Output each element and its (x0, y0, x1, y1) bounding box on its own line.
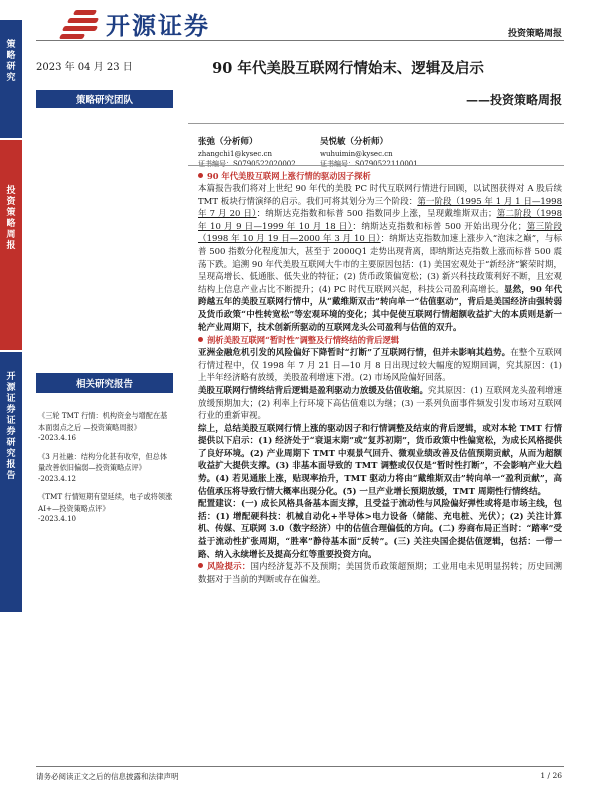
related-reports-heading: 相关研究报告 (36, 373, 173, 393)
sidebar-char: 策 (6, 208, 16, 218)
related-report-title: 《TMT 行情短期有望延续，电子或将领涨 AI+—投资策略点评》 (38, 492, 173, 513)
sidebar-char: 研 (6, 62, 16, 72)
related-report-item[interactable] (38, 410, 173, 445)
sidebar-char: 开 (6, 372, 16, 382)
text: 国内经济复苏不及预期；美国货币政策超预期；工业用电未见明显拐转；历史回溯数据对于当前的判断或存在偏差。 (198, 562, 562, 585)
company-logo (60, 6, 210, 40)
bold-text: 亚洲金融危机引发的风险偏好下降暂时“打断”了互联网行情，但并未影响其趋势。 (198, 348, 511, 359)
risk-paragraph (198, 561, 562, 586)
bold-text: 显然，90 年代跨越五年的美股互联网行情中，从“戴维斯双击”转向单一“估值驱动”，背后是美国经济由强转弱及货币政策“中性转宽松”等宏观环境的变化；其中促使互联网行情超额收益扩大的本质则是新一轮产业周期下，技术创新所驱动的互联网龙头公司盈利与估值的双升。 (198, 284, 562, 333)
sidebar-char: 周 (6, 230, 16, 240)
sidebar-char: 证 (6, 416, 16, 426)
sidebar-securities-report (0, 352, 22, 612)
sidebar-char: 券 (6, 405, 16, 415)
analyst-cert: 证书编号：S0790522110001 (320, 160, 418, 168)
sidebar-char: 策 (6, 40, 16, 50)
footer-disclaimer: 请务必阅读正文之后的信息披露和法律声明 (36, 772, 179, 781)
paragraph (198, 385, 562, 423)
bullet-icon (198, 173, 203, 178)
report-title: 90 年代美股互联网行情始末、逻辑及启示 (212, 60, 484, 77)
sidebar-weekly-report (0, 140, 22, 350)
analyst-name: 吴悦敏（分析师） (320, 137, 389, 147)
logo-stripes-icon (60, 8, 100, 38)
team-badge: 策略研究团队 (36, 90, 173, 108)
sidebar-char: 报 (6, 460, 16, 470)
sidebar-char: 略 (6, 219, 16, 229)
related-report-date: -2023.4.16 (38, 434, 76, 442)
paragraph: 配置建议：(一) 成长风格具备基本面支撑，且受益于流动性与风险偏好弹性或将是市场主线，包括：(1) 增配硬科技：机械自动化+半导体>电力设备（储能、充电桩、光伏）；(2) 关注计算机、传媒、互联网 3.0（数字经济）中的估值合理偏低的方向。(二) 券商布局正当时：“踏率”受益于流动性扩张周期，“胜率”静待基本面“反转”。(三) 关注央国企提估值逻辑，包括：一带一路、纳入永续增长及提高分红等重要投资方向。 (198, 499, 562, 560)
related-report-item[interactable] (38, 491, 173, 526)
sidebar-char: 资 (6, 197, 16, 207)
analyst-divider (188, 165, 564, 166)
sidebar-char: 券 (6, 427, 16, 437)
analyst-email[interactable]: wuhuimin@kysec.cn (320, 150, 393, 158)
stage-two: 第二阶段（1998 年 10 月 9 日—1999 年 10 月 18 日） (198, 209, 562, 232)
section-heading (198, 334, 562, 347)
header-divider (36, 40, 564, 41)
bold-text: 美股互联网行情终结背后逻辑是盈利驱动力放缓及估值收缩。 (198, 385, 428, 396)
stage-one: 第一阶段（1995 年 1 月 1 日—1998 年 7 月 20 日） (198, 196, 563, 220)
analyst-email[interactable]: zhangchi1@kysec.cn (198, 150, 272, 158)
page-number: 1 / 26 (540, 771, 562, 780)
report-body (198, 170, 562, 586)
sidebar-char: 略 (6, 51, 16, 61)
sidebar-char: 投 (6, 186, 16, 196)
related-report-title: 《三轮 TMT 行情：机构资金与增配在基本面弱点之后 —投资策略周报》 (38, 411, 168, 432)
sidebar-char: 究 (6, 73, 16, 83)
text: ：纳斯达克指数和标普 500 指数同步上涨，呈现戴维斯双击； (256, 209, 497, 220)
footer-divider (36, 766, 564, 767)
text: 究其原因：(1) 互联网龙头盈利增速放缓预期加大；(2) 利率上行环境下高估值难以为继；(3) 一系列负面事件频发引发市场对互联网行业的重新审视。 (198, 385, 562, 422)
report-subtitle: ——投资策略周报 (465, 93, 562, 107)
sidebar-char: 源 (6, 383, 16, 393)
text: 在整个互联网行情过程中，仅 1998 年 7 月 21 日—10 月 8 日出现过较大幅度的短期回调，究其原因：(1) 上半年经济略有放缓，美股盈利增速下滑。(2) 市场风险偏好回落。 (198, 348, 562, 384)
analyst-name: 张弛（分析师） (198, 137, 258, 147)
risk-label: 风险提示： (207, 562, 251, 573)
sidebar-char: 告 (6, 471, 16, 481)
related-report-date: -2023.4.10 (38, 515, 76, 523)
paragraph (198, 183, 562, 334)
related-report-item[interactable] (38, 451, 173, 486)
sidebar-char: 究 (6, 449, 16, 459)
paragraph: 综上，总结美股互联网行情上涨的驱动因子和行情调整及结束的背后逻辑，或对本轮 TMT 行情提供以下启示：(1) 经济处于“衰退末期”或“复苏初期”，货币政策中性偏宽松，为成长风格提供了良好环境。(2) 产业周期下 TMT 中观景气回升、微观业绩改善及估值预期贡献，从而为超额收益扩大提供支撑。(3) 非基本面导致的 TMT 调整或仅仅是“暂时性打断”，不会影响产业大趋势。(4) 若见通胀上涨，贴现率抬升，TMT 驱动力将由“戴维斯双击”转向单一“盈利贡献”，高估值承压将导致行情大概率出现分化。(5) 一旦产业增长预期放缓，TMT 周期性行情终结。 (198, 423, 562, 497)
paragraph (198, 347, 562, 385)
related-report-date: -2023.4.12 (38, 474, 76, 483)
sidebar-char: 报 (6, 241, 16, 251)
sidebar-char: 证 (6, 394, 16, 404)
section-heading-text: 剖析美股互联网“暂时性”调整及行情终结的背后逻辑 (207, 335, 400, 346)
report-date: 2023 年 04 月 23 日 (36, 62, 133, 73)
related-report-title: 《3 月社融：结构分化甚有收窄，但总体量改善依旧偏弱—投资策略点评》 (38, 451, 168, 472)
bullet-icon (198, 563, 203, 568)
text: ：纳斯达克指数和标普 500 开始出现分化； (352, 221, 527, 232)
section-heading (198, 170, 562, 183)
logo-text: 开源证券 (106, 11, 210, 40)
title-divider (188, 123, 564, 124)
related-reports-list (38, 410, 173, 532)
analyst-cert: 证书编号：S0790522020002 (198, 160, 296, 168)
stage-three: 第三阶段（1998 年 10 月 19 日—2000 年 3 月 10 日） (198, 221, 562, 245)
sidebar-char: 研 (6, 438, 16, 448)
text: 本篇报告我们将对上世纪 90 年代的美股 PC 时代互联网行情进行回顾，以试图获得对 A 股后续 TMT 板块行情演绎的启示。我们可将其划分为三个阶段： (198, 184, 562, 207)
report-type-label: 投资策略周报 (507, 29, 562, 39)
sidebar-strategy-research (0, 20, 22, 138)
text: ：纳斯达克指数加速上涨步入“泡沫之巅”，与标普 500 指数分化程度加大，甚至于 2000Q1 走势出现背离，即纳斯达克指数上涨而标普 500 震荡下跌。追溯 90 年代美股互联网大牛市的主要原因包括：(1) 美国宏观处于“新经济”繁荣时期，呈现高增长、低通胀、低失业的特征；(2) 货币政策偏宽松；(3) 新兴科技政策利好不断，且宏观结构上信息产业占比不断提升；(4) PC 时代互联网兴起，科技公司盈利高增长。 (198, 234, 562, 295)
section-heading-text: 90 年代美股互联网上涨行情的驱动因子探析 (207, 171, 371, 181)
bullet-icon (198, 337, 203, 342)
